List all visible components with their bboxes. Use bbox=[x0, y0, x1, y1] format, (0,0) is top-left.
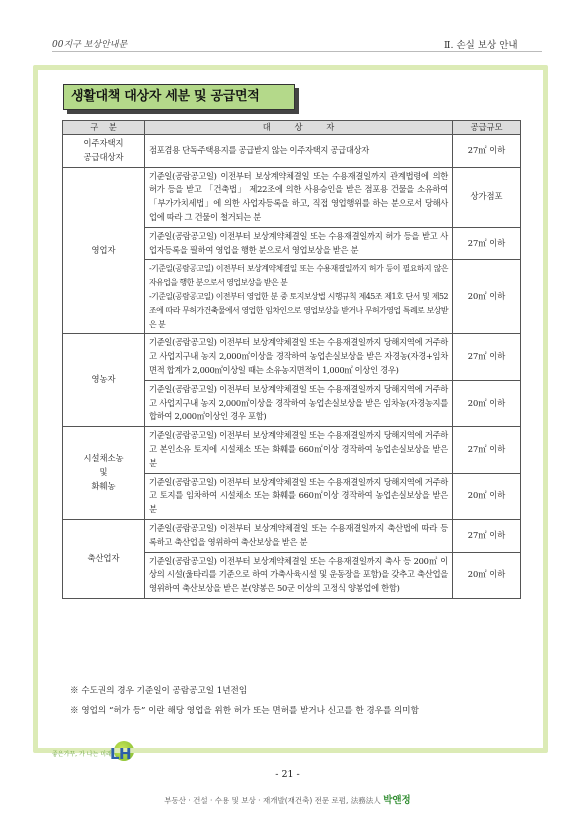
size-cell: 20㎡ 이하 bbox=[453, 552, 521, 598]
size-cell: 20㎡ 이하 bbox=[453, 260, 521, 334]
size-cell: 20㎡ 이하 bbox=[453, 380, 521, 426]
target-cell: 기준일(공람공고일) 이전부터 보상계약체결일 또는 수용재결일까지 당해지역에 거주하고 토지를 임차하여 시설채소 또는 화훼를 660㎡이상 경작하여 농업손실보상을 받은 분 bbox=[145, 473, 453, 519]
category-cell: 축산업자 bbox=[63, 519, 145, 598]
category-cell: 시설채소농 및 화훼농 bbox=[63, 427, 145, 520]
category-cell: 영업자 bbox=[63, 167, 145, 334]
size-cell: 27㎡ 이하 bbox=[453, 427, 521, 473]
target-cell: 점포겸용 단독주택용지를 공급받지 않는 이주자택지 공급대상자 bbox=[145, 135, 453, 168]
size-cell: 20㎡ 이하 bbox=[453, 473, 521, 519]
size-cell: 27㎡ 이하 bbox=[453, 135, 521, 168]
section-title-box bbox=[63, 84, 299, 114]
category-cell: 영농자 bbox=[63, 334, 145, 427]
size-cell: 상가점포 bbox=[453, 167, 521, 227]
page-number: - 21 - bbox=[275, 769, 300, 780]
target-cell: 기준일(공람공고일) 이전부터 보상계약체결일 또는 수용재결일까지 당해지역에 거주하고 사업지구내 농지 2,000㎡이상을 경작하여 농업손실보상을 받은 임차농(자경농지를 합하여 2,000㎡이상인 경우 포함) bbox=[145, 380, 453, 426]
logo-tagline: 좋은가꾸, 가 나는 미래 bbox=[52, 751, 112, 758]
note-item: ※ 영업의 “허가 등” 이란 해당 영업을 위한 허가 또는 면허를 받거나 신고를 한 경우를 의미함 bbox=[70, 706, 419, 716]
target-cell: -기준일(공람공고일) 이전부터 보상계약체결일 또는 수용재결일까지 허가 등이 필요하지 않은 자유업을 행한 분으로서 영업보상을 받은 분 -기준일(공람공고일) 이전부터 영업한 분 중 토지보상법 시행규칙 제45조 제1호 단서 및 제52조에 따라 무허가건축물에서 영업한 임차인으로 영업보상을 받거나 무허가영업 특례로 보상받은 분 bbox=[145, 260, 453, 334]
table-header-row bbox=[63, 121, 521, 135]
footer-brand: 박앤정 bbox=[383, 795, 411, 806]
target-cell: 기준일(공람공고일) 이전부터 보상계약체결일 또는 수용재결일까지 당해지역에 거주하고 본인소유 토지에 시설채소 또는 화훼를 660㎡이상 경작하여 농업손실보상을 받은 분 bbox=[145, 427, 453, 473]
notes bbox=[70, 684, 419, 724]
size-cell: 27㎡ 이하 bbox=[453, 519, 521, 552]
header-doc-title: 00지구 보상안내문 bbox=[52, 40, 128, 50]
section-title: 생활대책 대상자 세분 및 공급면적 bbox=[63, 84, 295, 110]
target-cell: 기준일(공람공고일) 이전부터 보상계약체결일 또는 수용재결일까지 당해지역에 거주하고 사업지구내 농지 2,000㎡이상을 경작하여 농업손실보상을 받은 자경농(자경+임차면적 합계가 2,000㎡이상일 때는 소유농지면적이 1,000㎡ 이상인 경우) bbox=[145, 334, 453, 380]
size-cell: 27㎡ 이하 bbox=[453, 334, 521, 380]
note-item: ※ 수도권의 경우 기준일이 공람공고일 1년전임 bbox=[70, 686, 248, 696]
table-row bbox=[63, 135, 521, 168]
table-row bbox=[63, 334, 521, 380]
category-cell: 이주자택지 공급대상자 bbox=[63, 135, 145, 168]
size-cell: 27㎡ 이하 bbox=[453, 227, 521, 260]
table-row bbox=[63, 427, 521, 473]
header-divider bbox=[52, 51, 542, 52]
header-target: 대 상 자 bbox=[145, 121, 453, 135]
header-size: 공급규모 bbox=[453, 121, 521, 135]
target-cell: 기준일(공람공고일) 이전부터 보상계약체결일 또는 수용재결일까지 관계법령에 의한 허가 등을 받고 「건축법」 제22조에 의한 사용승인을 받은 점포용 건물을 소유하여 「부가가치세법」에 의한 사업자등록을 하고, 직접 영업행위를 하는 분으로서 당해사업에 따라 그 건물이 철거되는 분 bbox=[145, 167, 453, 227]
eligibility-table bbox=[62, 120, 521, 599]
header-category: 구 분 bbox=[63, 121, 145, 135]
footer-text: 부동산 · 건설 · 수용 및 보상 · 재개발(재건축) 전문 로펌, 法務法人 bbox=[164, 796, 381, 805]
lh-logo: LH bbox=[110, 745, 132, 763]
table-row bbox=[63, 167, 521, 227]
target-cell: 기준일(공람공고일) 이전부터 보상계약체결일 또는 수용재결일까지 축산법에 따라 등록하고 축산업을 영위하여 축산보상을 받은 분 bbox=[145, 519, 453, 552]
target-cell: 기준일(공람공고일) 이전부터 보상계약체결일 또는 수용재결일까지 축사 등 200㎡ 이상의 시설(울타리를 기준으로 하여 가축사육시설 및 운동장을 포함)을 갖추고 축산업을 영위하여 축산보상을 받은 분(양봉은 50군 이상의 고정식 양봉업에 한함) bbox=[145, 552, 453, 598]
header-section-title: Ⅱ. 손실 보상 안내 bbox=[444, 40, 518, 51]
footer bbox=[0, 792, 575, 806]
table-row bbox=[63, 519, 521, 552]
target-cell: 기준일(공람공고일) 이전부터 보상계약체결일 또는 수용재결일까지 허가 등을 받고 사업자등록을 필하여 영업을 행한 분으로서 영업보상을 받은 분 bbox=[145, 227, 453, 260]
